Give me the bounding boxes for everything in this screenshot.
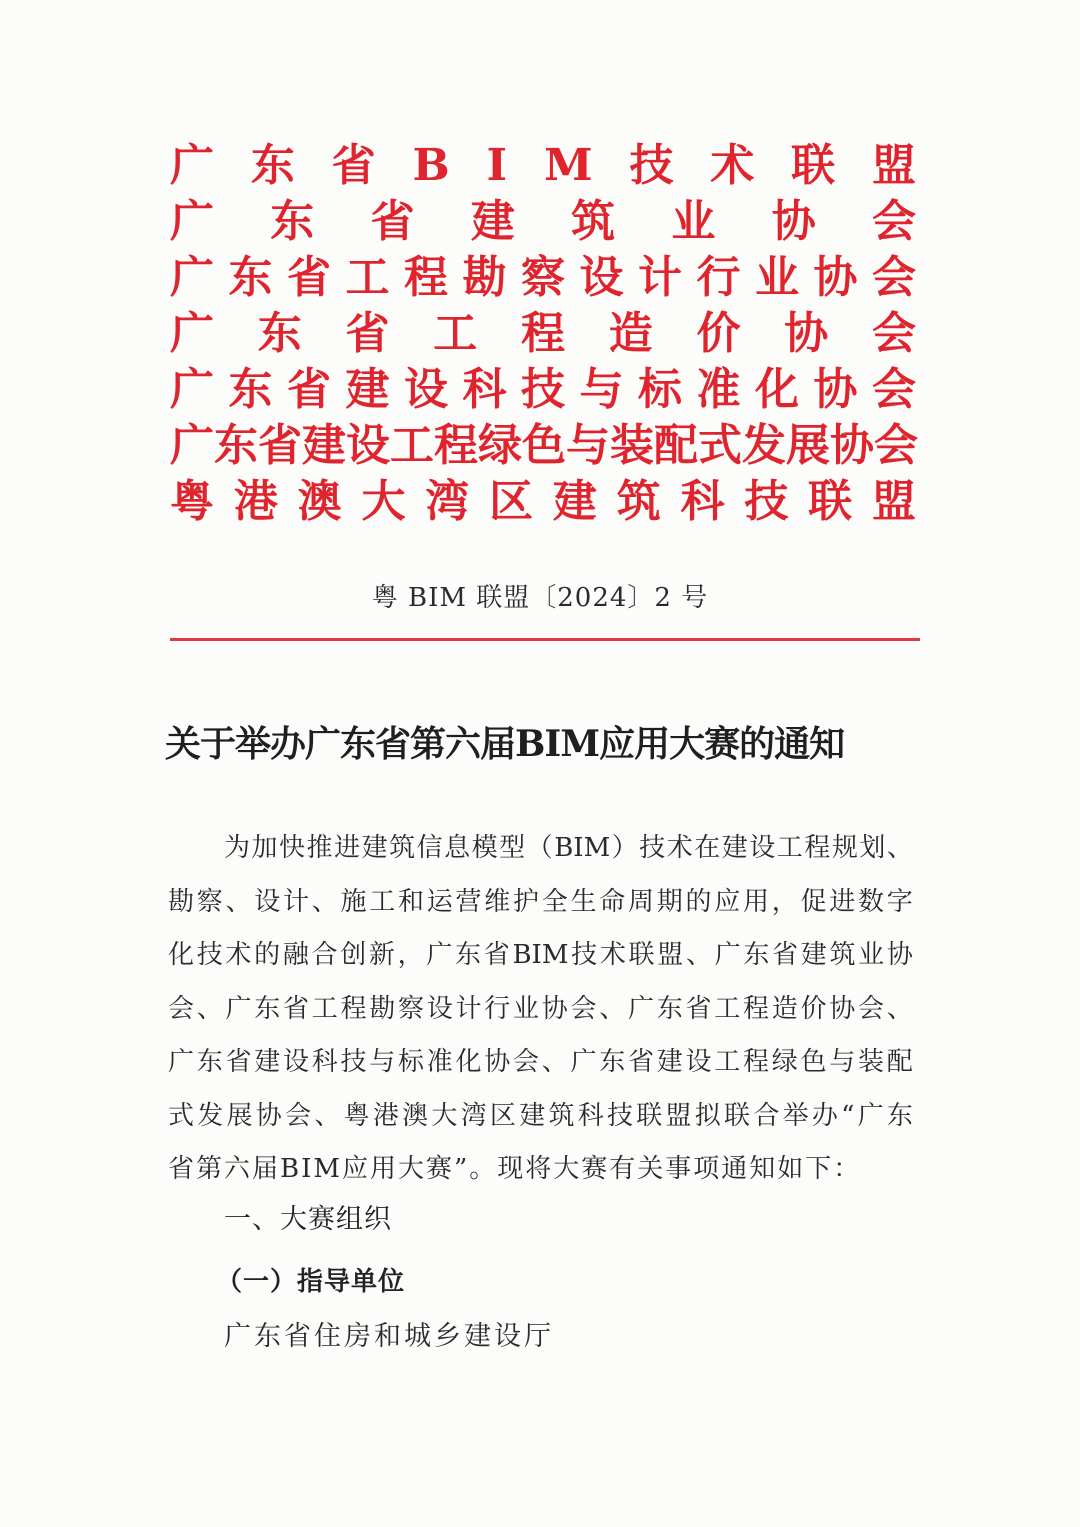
issuer-line: 广 东 省 B I M 技 术 联 盟 bbox=[170, 140, 916, 191]
body-line: 广 东 省 建 设 科 技 与 标 准 化 协 会 、 广 东 省 建 设 工 程 绿 色 与 装 配 bbox=[168, 1047, 913, 1077]
issuer-line: 粤 港 澳 大 湾 区 建 筑 科 技 联 盟 bbox=[170, 476, 916, 527]
issuer-line: 广 东 省 建 设 工 程 绿 色 与 装 配 式 发 展 协 会 bbox=[170, 420, 918, 471]
body-line: 省第六届BIM应用大赛”。现将大赛有关事项通知如下： bbox=[168, 1154, 862, 1184]
document-number: 粤 BIM 联盟〔2024〕2 号 bbox=[371, 583, 709, 613]
issuer-line: 广 东 省 工 程 造 价 协 会 bbox=[170, 308, 916, 359]
body-line: 化 技 术 的 融 合 创 新 ， 广 东 省 BIM 技 术 联 盟 、 广 东 省 建 筑 业 协 bbox=[168, 940, 913, 970]
red-divider bbox=[170, 638, 920, 641]
body-paragraph bbox=[168, 822, 913, 1197]
issuer-line: 广 东 省 建 设 科 技 与 标 准 化 协 会 bbox=[170, 364, 916, 415]
body-line: 为 加 快 推 进 建 筑 信 息 模 型 （ BIM ） 技 术 在 建 设 工 程 规 划 、 bbox=[224, 833, 913, 863]
section-heading: 一、大赛组织 bbox=[224, 1204, 392, 1235]
subsection-heading: （一）指导单位 bbox=[216, 1267, 406, 1297]
issuer-line: 广 东 省 工 程 勘 察 设 计 行 业 协 会 bbox=[170, 252, 916, 303]
issuing-organizations bbox=[170, 138, 916, 530]
guiding-unit: 广东省住房和城乡建设厅 bbox=[224, 1321, 554, 1352]
body-line: 式 发 展 协 会 、 粤 港 澳 大 湾 区 建 筑 科 技 联 盟 拟 联 合 举 办 “ 广 东 bbox=[168, 1100, 913, 1131]
body-line: 勘 察 、 设 计 、 施 工 和 运 营 维 护 全 生 命 周 期 的 应 用 ， 促 进 数 字 bbox=[168, 886, 913, 917]
document-title: 关于举办广东省第六届BIM应用大赛的通知 bbox=[165, 723, 845, 765]
issuer-line: 广 东 省 建 筑 业 协 会 bbox=[170, 196, 916, 247]
body-line: 会 、 广 东 省 工 程 勘 察 设 计 行 业 协 会 、 广 东 省 工 程 造 价 协 会 、 bbox=[168, 993, 913, 1024]
